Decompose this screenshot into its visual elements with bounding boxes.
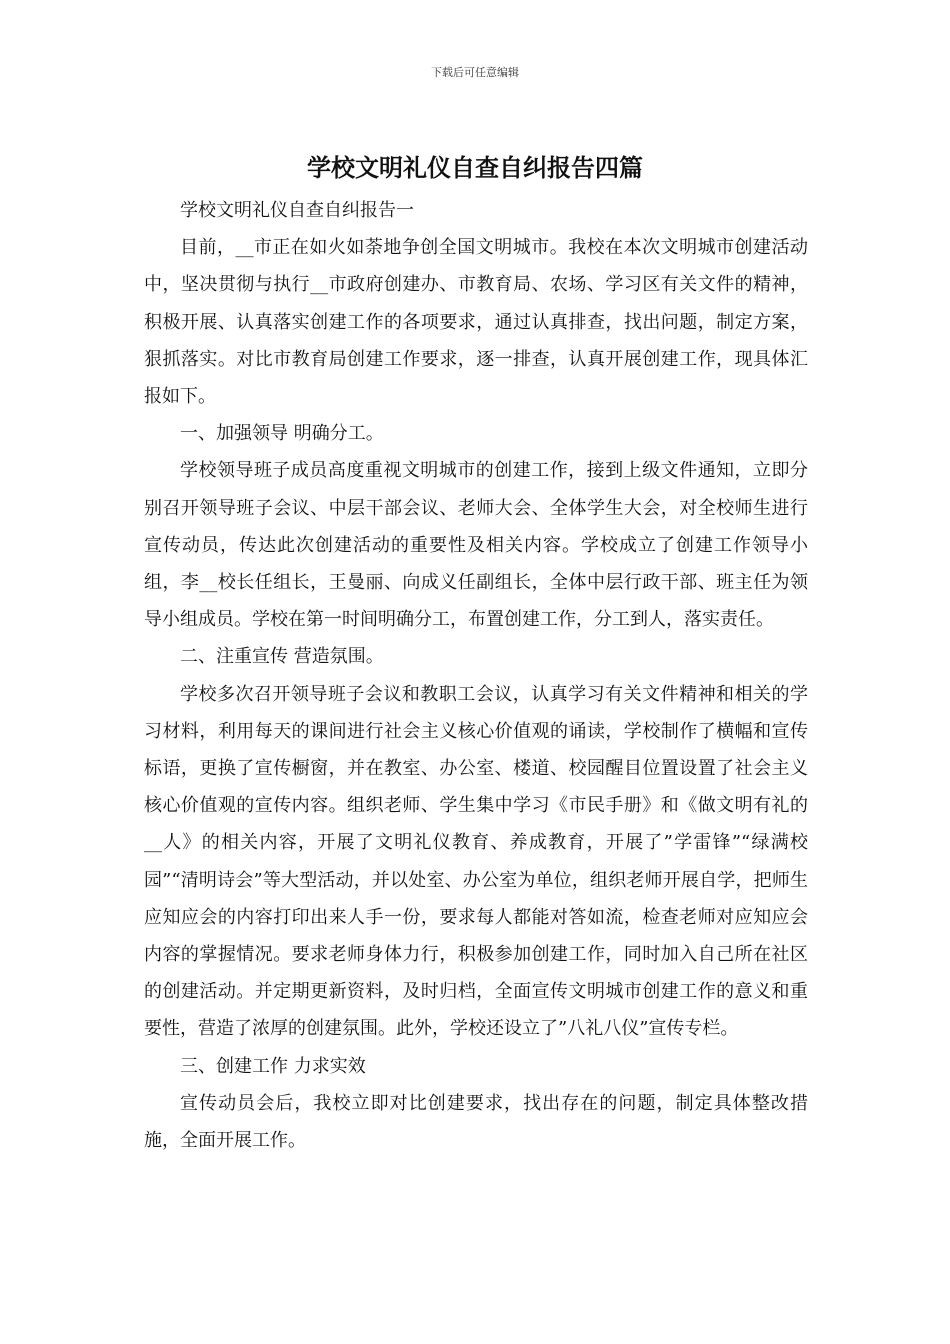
section-heading-publicity: 二、注重宣传 营造氛围。 — [180, 646, 384, 668]
leadership-paragraph: 学校领导班子成员高度重视文明城市的创建工作，接到上级文件通知，立即分别召开领导班子会议、中层干部会议、老师大会、全体学生大会，对全校师生进行宣传动员，传达此次创建活动的重要性及相关内容。学校成立了创建工作领导小组，李__校长任组长，王曼丽、向成义任副组长，全体中层行政干部、班主任为领导小组成员。学校在第一时间明确分工，布置创建工作，分工到人，落实责任。 — [144, 460, 808, 631]
section-heading-leadership: 一、加强领导 明确分工。 — [180, 423, 384, 445]
intro-paragraph: 目前，__市正在如火如荼地争创全国文明城市。我校在本次文明城市创建活动中，坚决贯彻与执行__市政府创建办、市教育局、农场、学习区有关文件的精神，积极开展、认真落实创建工作的各项要求，通过认真排查，找出问题，制定方案，狠抓落实。对比市教育局创建工作要求，逐一排查，认真开展创建工作，现具体汇报如下。 — [144, 237, 808, 408]
publicity-paragraph: 学校多次召开领导班子会议和教职工会议，认真学习有关文件精神和相关的学习材料，利用每天的课间进行社会主义核心价值观的诵读，学校制作了横幅和宣传标语，更换了宣传橱窗，并在教室、办公室、楼道、校园醒目位置设置了社会主义核心价值观的宣传内容。组织老师、学生集中学习《市民手册》和《做文明有礼的__人》的相关内容，开展了文明礼仪教育、养成教育，开展了”学雷锋”“绿满校园”“清明诗会”等大型活动，并以处室、办公室为单位，组织老师开展自学，把师生应知应会的内容打印出来人手一份，要求每人都能对答如流，检查老师对应知应会内容的掌握情况。要求老师身体力行，积极参加创建工作，同时加入自己所在社区的创建活动。并定期更新资料，及时归档，全面宣传文明城市创建工作的意义和重要性，营造了浓厚的创建氛围。此外，学校还设立了”八礼八仪”宣传专栏。 — [144, 683, 808, 1040]
header-note: 下载后可任意编辑 — [431, 66, 519, 79]
document-title: 学校文明礼仪自查自纠报告四篇 — [307, 153, 643, 182]
section-heading-work: 三、创建工作 力求实效 — [180, 1055, 366, 1077]
document-body — [144, 192, 808, 1159]
section-heading-report-one: 学校文明礼仪自查自纠报告一 — [180, 200, 414, 221]
work-paragraph: 宣传动员会后，我校立即对比创建要求，找出存在的问题，制定具体整改措施，全面开展工作。 — [144, 1092, 808, 1152]
